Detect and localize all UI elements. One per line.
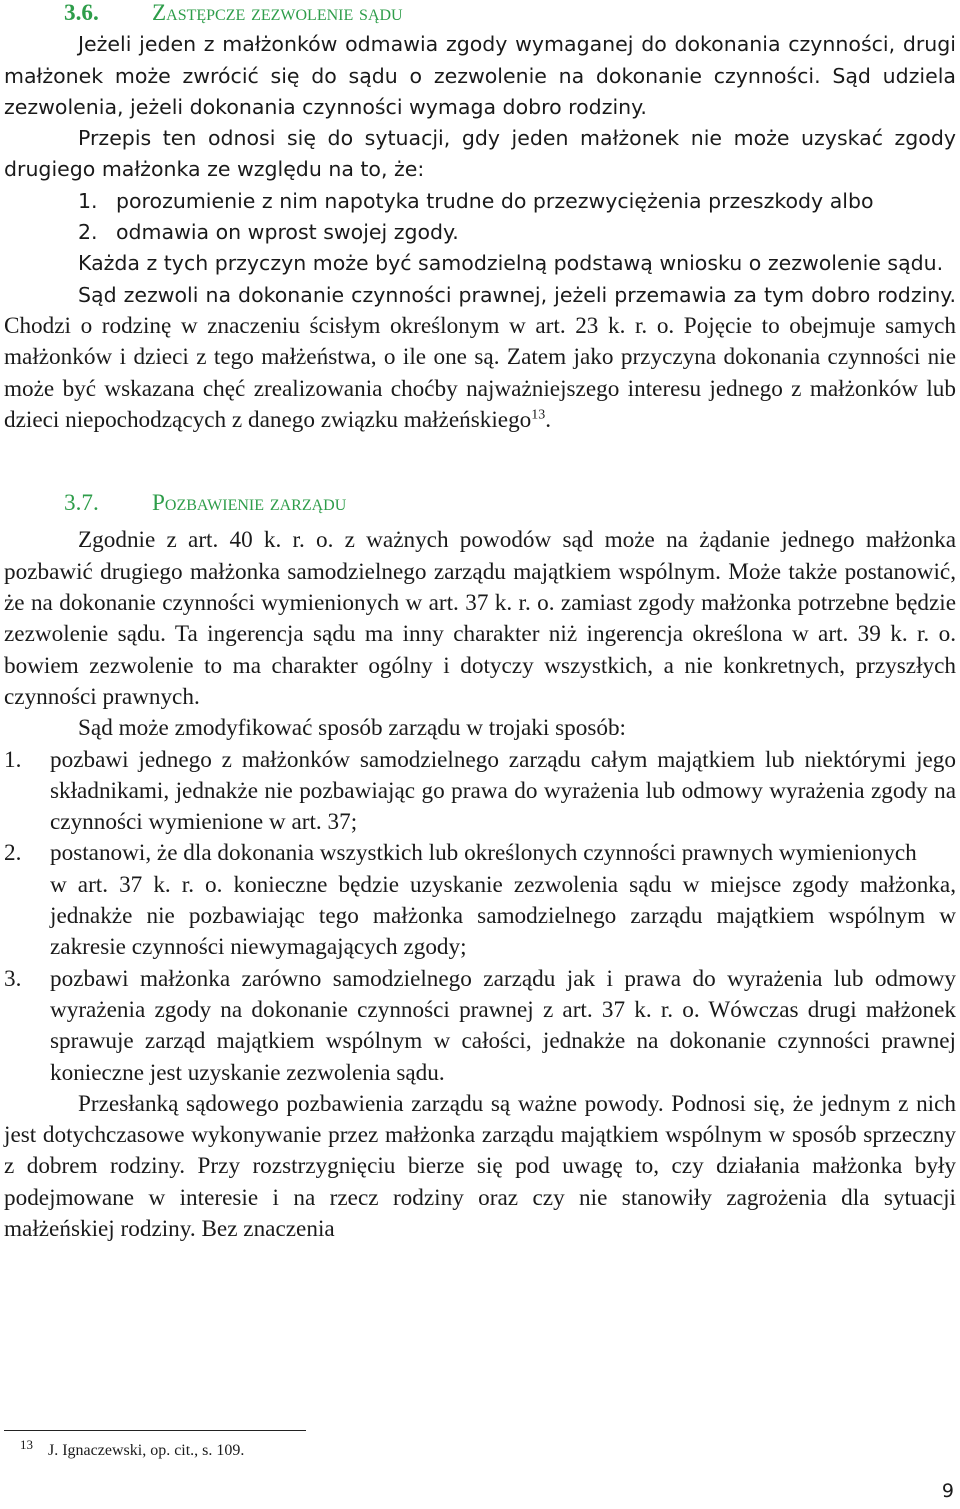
list-item: 2. postanowi, że dla dokonania wszystkich lub określonych czynności prawnych wymienionych w art. 37 k. r. o. konieczne będzie uzyskanie zezwolenia sądu w miejsce zgody małżonka, jednakże nie pozbawiając tego małżonka samodzielnego zarządu majątkiem wspólnym w zakresie czynności niewymagających zgody; xyxy=(4,840,956,961)
paragraph: Sąd zezwoli na dokonanie czynności prawnej, jeżeli przemawia za tym dobro rodziny. Chodzi o rodzinę w znaczeniu ścisłym określonym w art. 23 k. r. o. Pojęcie to obejmuje samych małżonków i dzieci z tego małżeństwa, o ile one są. Zatem jako przyczyna dokonania czynności nie może być wskazana chęć zrealizowania choćby najważniejszego interesu jednego z małżonków lub dzieci niepochodzących z danego związku małżeńskiego$^{13}$. xyxy=(4,282,956,433)
paragraph: Przepis ten odnosi się do sytuacji, gdy jeden małżonek nie może uzyskać zgody drugiego małżonka ze względu na to, że: xyxy=(4,126,956,182)
list-item: 1. porozumienie z nim napotyka trudne do przezwyciężenia przeszkody albo xyxy=(78,188,874,213)
list-item: 2. odmawia on wprost swojej zgody. xyxy=(78,220,459,245)
paragraph: Każda z tych przyczyn może być samodzielną podstawą wniosku o zezwolenie sądu. xyxy=(78,251,944,276)
section-number: 3.6. xyxy=(64,0,99,26)
footnote-separator xyxy=(4,1430,306,1431)
list-item: 3. pozbawi małżonka zarówno samodzielnego zarządu jak i prawa do wyrażenia lub odmowy wyrażenia zgody na dokonanie czynności prawnej z art. 37 k. r. o. Wówczas drugi małżonek sprawuje zarząd majątkiem wspólnym w całości, jednakże na dokonanie czynności prawnej konieczne jest uzyskanie zezwolenia sądu. xyxy=(4,965,956,1086)
list-item: 1. pozbawi jednego z małżonków samodzielnego zarządu całym majątkiem lub niektórymi jego składnikami, jednakże nie pozbawiając go prawa do wyrażenia lub odmowy wyrażenia zgody na czynności wymienione w art. 37; xyxy=(4,746,956,836)
numbered-list xyxy=(4,186,956,249)
footnote-reference[interactable]: 13 xyxy=(531,407,546,423)
footnote-number: 13 xyxy=(20,1437,33,1452)
paragraph: Sąd może zmodyfikować sposób zarządu w trojaki sposób: xyxy=(78,715,626,742)
section-heading-3-7 xyxy=(4,488,956,519)
section-title: Pozbawienie zarządu xyxy=(152,490,347,517)
paragraph: Zgodnie z art. 40 k. r. o. z ważnych powodów sąd może na żądanie jednego małżonka pozbawić drugiego małżonka samodzielnego zarządu majątkiem wspólnym. Może także postanowić, że na dokonanie czynności wymienionych w art. 37 k. r. o. zamiast zgody małżonka potrzebne będzie zezwolenie sądu. Ta ingerencja sądu ma inny charakter niż ingerencja określona w art. 39 k. r. o. bowiem zezwolenie to ma charakter ogólny i dotyczy wszystkich, a nie konkretnych, przyszłych czynności prawnych. xyxy=(4,527,956,710)
section-heading-3-6 xyxy=(4,0,956,29)
page-number: 9 xyxy=(941,1479,954,1502)
footnote xyxy=(20,1437,245,1462)
section-title: Zastępcze zezwolenie sądu xyxy=(152,0,403,26)
paragraph: Przesłanką sądowego pozbawienia zarządu są ważne powody. Podnosi się, że jednym z nich jest dotychczasowe wykonywanie przez małżonka zarządu majątkiem wspólnym w sposób sprzeczny z dobrem rodziny. Przy rozstrzygnięciu bierze się pod uwagę to, czy działania małżonka były podejmowane w interesie i na rzecz rodziny oraz czy nie stanowiły zagrożenia dla sytuacji małżeńskiej rodziny. Bez znaczenia xyxy=(4,1090,956,1242)
footnote-text: J. Ignaczewski, op. cit., s. 109. xyxy=(48,1442,245,1459)
numbered-list xyxy=(4,745,956,1089)
paragraph: Jeżeli jeden z małżonków odmawia zgody wymaganej do dokonania czynności, drugi małżonek może zwrócić się do sądu o zezwolenie na dokonanie czynności. Sąd udziela zezwolenia, jeżeli dokonania czynności wymaga dobro rodziny. xyxy=(4,32,956,119)
section-number: 3.7. xyxy=(64,490,99,517)
document-page xyxy=(4,0,956,1245)
